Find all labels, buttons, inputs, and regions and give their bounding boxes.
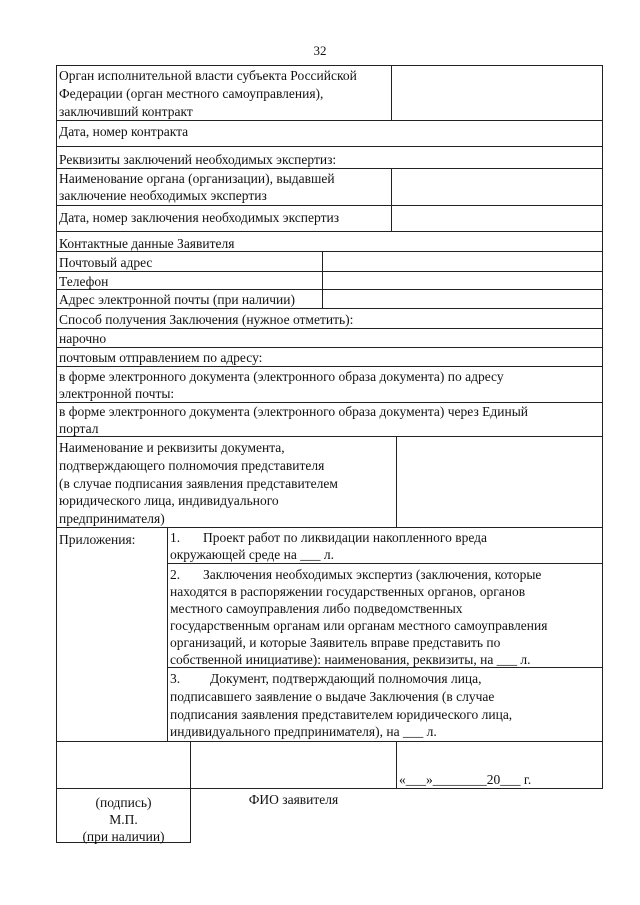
receipt-option-post[interactable]: почтовым отправлением по адресу: xyxy=(59,350,263,365)
postal-address-label: Почтовый адрес xyxy=(59,255,153,270)
fio-field[interactable] xyxy=(191,742,396,788)
email-label: Адрес электронной почты (при наличии) xyxy=(59,292,295,307)
signature-field[interactable] xyxy=(57,742,190,788)
receipt-option-in-person[interactable]: нарочно xyxy=(59,331,107,346)
phone-label: Телефон xyxy=(59,274,109,289)
contacts-header: Контактные данные Заявителя xyxy=(59,236,235,251)
contract-organ-field[interactable] xyxy=(392,66,602,120)
expertise-organ-field[interactable] xyxy=(392,169,602,205)
expertise-date-field[interactable] xyxy=(392,206,602,231)
page-number: 32 xyxy=(313,43,327,58)
attachments-label: Приложения: xyxy=(59,532,136,547)
expertise-date-label: Дата, номер заключения необходимых экспертиз xyxy=(59,210,340,225)
email-field[interactable] xyxy=(323,290,602,308)
phone-field[interactable] xyxy=(323,272,602,289)
receipt-header: Способ получения Заключения (нужное отметить): xyxy=(59,312,354,327)
date-line[interactable]: «___»________20___ г. xyxy=(399,772,532,787)
fio-caption: ФИО заявителя xyxy=(248,792,339,807)
expertise-header: Реквизиты заключений необходимых экспертиз: xyxy=(59,152,337,167)
representative-document-field[interactable] xyxy=(397,437,602,527)
postal-address-field[interactable] xyxy=(323,252,602,271)
contract-date-label: Дата, номер контракта xyxy=(59,124,189,139)
